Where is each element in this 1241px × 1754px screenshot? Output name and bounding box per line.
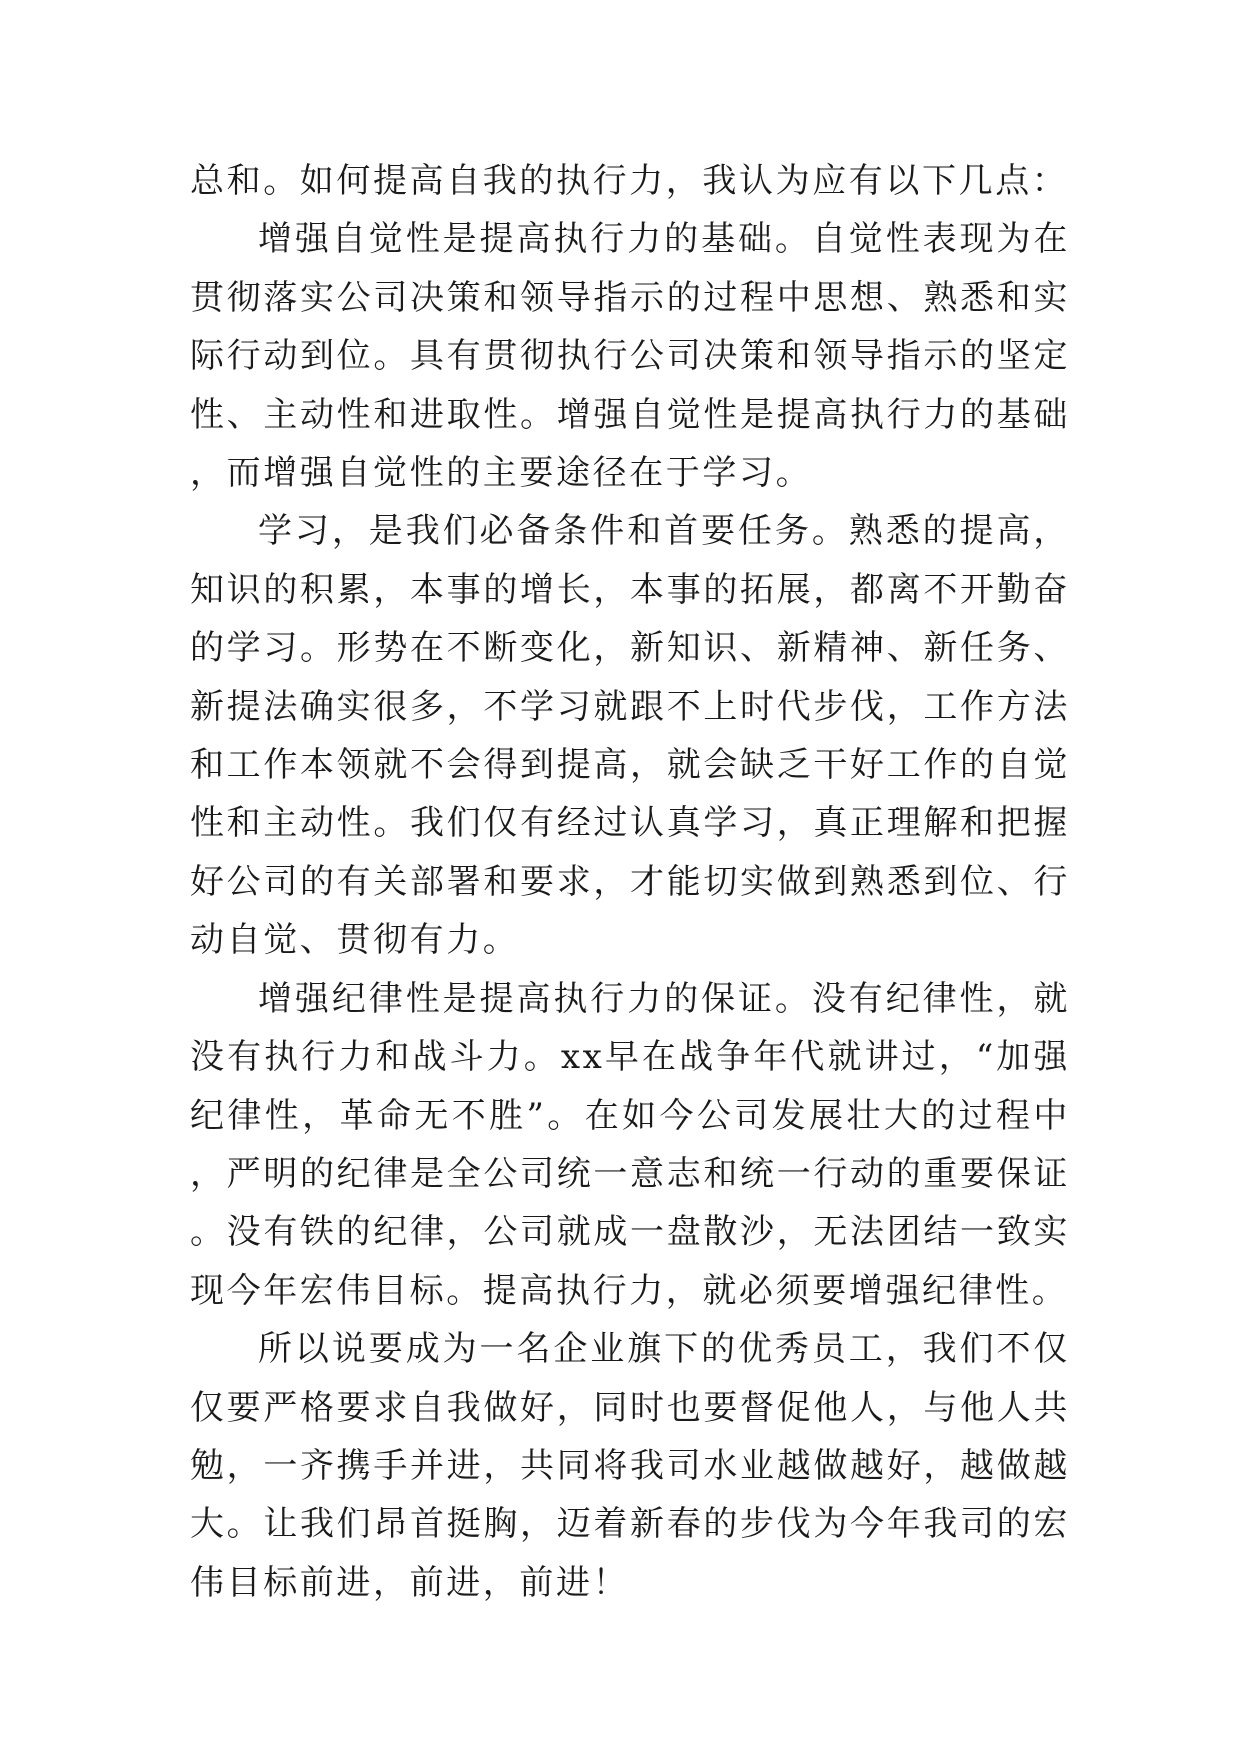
paragraph-2: 增强自觉性是提高执行力的基础。自觉性表现为在贯彻落实公司决策和领导指示的过程中思想、熟悉和实际行动到位。具有贯彻执行公司决策和领导指示的坚定性、主动性和进取性。增强自觉性是提高执行力的基础，而增强自觉性的主要途径在于学习。 <box>190 219 1070 494</box>
paragraph-4: 增强纪律性是提高执行力的保证。没有纪律性，就没有执行力和战斗力。xx早在战争年代就讲过，“加强纪律性，革命无不胜”。在如今公司发展壮大的过程中，严明的纪律是全公司统一意志和统一行动的重要保证。没有铁的纪律，公司就成一盘散沙，无法团结一致实现今年宏伟目标。提高执行力，就必须要增强纪律性。 <box>190 978 1070 1311</box>
paragraph-1: 总和。如何提高自我的执行力，我认为应有以下几点： <box>190 161 1069 201</box>
document-body <box>190 152 1070 1612</box>
paragraph-5: 所以说要成为一名企业旗下的优秀员工，我们不仅仅要严格要求自我做好，同时也要督促他人，与他人共勉，一齐携手并进，共同将我司水业越做越好，越做越大。让我们昂首挺胸，迈着新春的步伐为今年我司的宏伟目标前进，前进，前进！ <box>190 1329 1070 1603</box>
paragraph-3: 学习，是我们必备条件和首要任务。熟悉的提高，知识的积累，本事的增长，本事的拓展，都离不开勤奋的学习。形势在不断变化，新知识、新精神、新任务、新提法确实很多，不学习就跟不上时代步伐，工作方法和工作本领就不会得到提高，就会缺乏干好工作的自觉性和主动性。我们仅有经过认真学习，真正理解和把握好公司的有关部署和要求，才能切实做到熟悉到位、行动自觉、贯彻有力。 <box>190 511 1070 961</box>
